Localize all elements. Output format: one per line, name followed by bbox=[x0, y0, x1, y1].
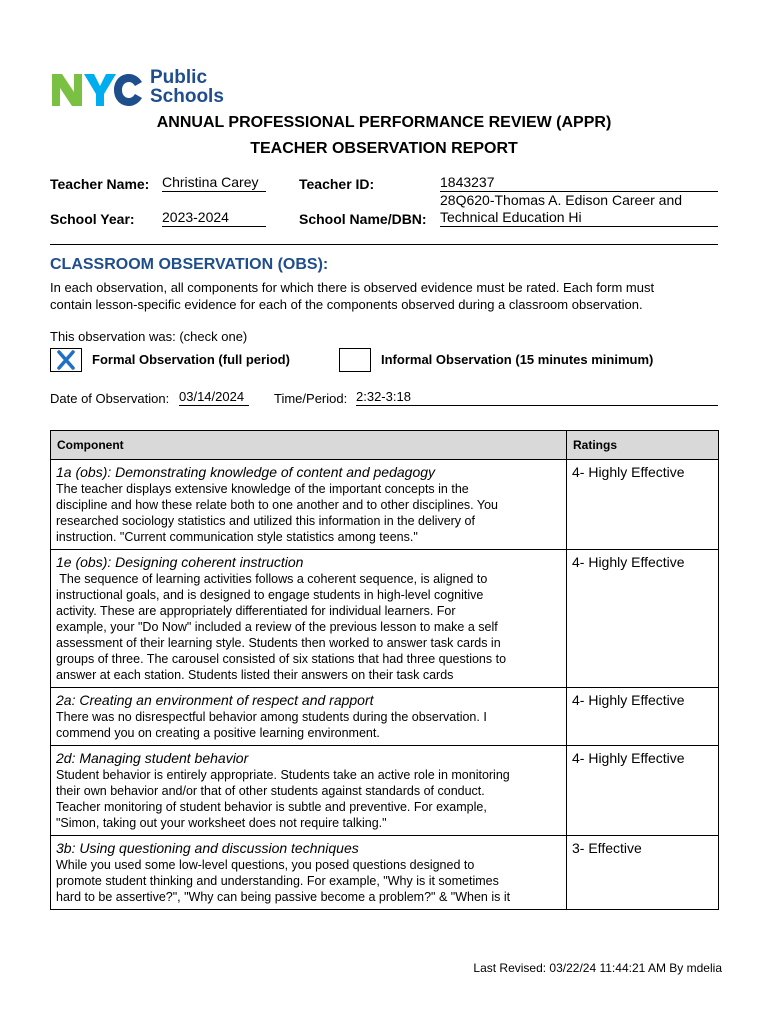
rating-cell: 4- Highly Effective bbox=[567, 550, 719, 688]
component-evidence-line: assessment of their learning style. Students then worked to answer task cards in bbox=[56, 636, 501, 650]
report-title: ANNUAL PROFESSIONAL PERFORMANCE REVIEW (APPR) bbox=[156, 114, 612, 131]
section-divider bbox=[50, 244, 718, 245]
component-evidence-line: There was no disrespectful behavior among students during the observation. I bbox=[56, 710, 487, 724]
component-title: 1a (obs): Demonstrating knowledge of content and pedagogy bbox=[56, 464, 436, 480]
component-evidence-line: commend you on creating a positive learning environment. bbox=[56, 726, 380, 740]
component-evidence-line: Student behavior is entirely appropriate. Students take an active role in monitoring bbox=[56, 768, 510, 782]
component-title: 2d: Managing student behavior bbox=[56, 750, 249, 766]
school-name-line2: Technical Education Hi bbox=[440, 209, 718, 227]
components-table bbox=[50, 430, 719, 910]
intro-line-1: In each observation, all components for which there is observed evidence must be rated. Each form must bbox=[50, 280, 655, 295]
rating-cell: 3- Effective bbox=[567, 836, 719, 910]
formal-observation-label: Formal Observation (full period) bbox=[92, 352, 290, 367]
intro-line-2: contain lesson-specific evidence for each of the components observed during a classroom observation. bbox=[50, 297, 643, 312]
component-evidence-line: instructional goals, and is designed to engage students in high-level cognitive bbox=[56, 588, 484, 602]
date-value: 03/14/2024 bbox=[179, 388, 249, 406]
informal-observation-label: Informal Observation (15 minutes minimum) bbox=[381, 352, 654, 367]
logo-wordmark bbox=[150, 68, 224, 106]
component-evidence-line: The sequence of learning activities follows a coherent sequence, is aligned to bbox=[56, 572, 488, 586]
section-title: CLASSROOM OBSERVATION (OBS): bbox=[50, 256, 329, 273]
component-evidence-line: example, your "Do Now" included a review of the previous lesson to make a self bbox=[56, 620, 498, 634]
table-row bbox=[51, 746, 719, 836]
table-header-row bbox=[51, 431, 719, 460]
rating-cell: 4- Highly Effective bbox=[567, 688, 719, 746]
component-title: 1e (obs): Designing coherent instruction bbox=[56, 554, 304, 570]
time-label: Time/Period: bbox=[274, 391, 348, 406]
component-evidence-line: promote student thinking and understanding. For example, "Why is it sometimes bbox=[56, 874, 499, 888]
time-value: 2:32-3:18 bbox=[356, 388, 718, 406]
component-evidence-line: Teacher monitoring of student behavior is subtle and preventive. For example, bbox=[56, 800, 487, 814]
component-evidence-line: answer at each station. Students listed their answers on their task cards bbox=[56, 668, 454, 682]
x-mark-icon bbox=[51, 349, 81, 371]
component-evidence-line: hard to be assertive?", "Why can being passive become a problem?" & "When is it bbox=[56, 890, 511, 904]
rating-cell: 4- Highly Effective bbox=[567, 746, 719, 836]
school-year-value: 2023-2024 bbox=[162, 209, 266, 227]
component-evidence-line: activity. These are appropriately differentiated for individual learners. For bbox=[56, 604, 456, 618]
teacher-name-value: Christina Carey bbox=[162, 174, 266, 192]
teacher-name-label: Teacher Name: bbox=[50, 176, 150, 192]
component-evidence-line: researched sociology statistics and utilized this information in the delivery of bbox=[56, 514, 475, 528]
table-row bbox=[51, 688, 719, 746]
intro-text bbox=[50, 279, 654, 313]
logo-line-public: Public bbox=[150, 67, 208, 88]
informal-observation-checkbox[interactable] bbox=[339, 348, 371, 372]
component-evidence-line: their own behavior and/or that of other students against standards of conduct. bbox=[56, 784, 485, 798]
check-prompt: This observation was: (check one) bbox=[50, 329, 248, 344]
component-evidence-line: "Simon, taking out your worksheet does not require talking." bbox=[56, 816, 387, 830]
school-name-label: School Name/DBN: bbox=[299, 211, 427, 227]
report-subtitle: TEACHER OBSERVATION REPORT bbox=[250, 140, 518, 157]
component-cell bbox=[51, 688, 567, 746]
component-cell bbox=[51, 746, 567, 836]
school-name-line1: 28Q620-Thomas A. Edison Career and bbox=[440, 192, 683, 208]
table-row bbox=[51, 550, 719, 688]
component-title: 3b: Using questioning and discussion techniques bbox=[56, 840, 359, 856]
component-column-header: Component bbox=[51, 431, 567, 460]
component-title: 2a: Creating an environment of respect and rapport bbox=[56, 692, 374, 708]
component-cell bbox=[51, 550, 567, 688]
ratings-column-header: Ratings bbox=[567, 431, 719, 460]
component-evidence-line: instruction. "Current communication style statistics among teens." bbox=[56, 530, 418, 544]
school-year-label: School Year: bbox=[50, 211, 135, 227]
formal-observation-checkbox[interactable] bbox=[50, 348, 82, 372]
component-evidence-line: groups of three. The carousel consisted of six stations that had three questions to bbox=[56, 652, 507, 666]
rating-cell: 4- Highly Effective bbox=[567, 460, 719, 550]
component-evidence-line: While you used some low-level questions, you posed questions designed to bbox=[56, 858, 475, 872]
component-cell bbox=[51, 460, 567, 550]
logo-line-schools: Schools bbox=[150, 86, 224, 107]
teacher-id-label: Teacher ID: bbox=[299, 176, 375, 192]
component-cell bbox=[51, 836, 567, 910]
component-evidence-line: The teacher displays extensive knowledge of the important concepts in the bbox=[56, 482, 469, 496]
table-row bbox=[51, 836, 719, 910]
last-revised-footer: Last Revised: 03/22/24 11:44:21 AM By mdelia bbox=[473, 961, 722, 975]
date-label: Date of Observation: bbox=[50, 391, 170, 406]
nyc-public-schools-logo bbox=[50, 68, 230, 110]
teacher-id-value: 1843237 bbox=[440, 174, 718, 192]
table-row bbox=[51, 460, 719, 550]
component-evidence-line: discipline and how these relate both to one another and to other disciplines. You bbox=[56, 498, 498, 512]
nyc-logo-icon bbox=[50, 70, 146, 110]
